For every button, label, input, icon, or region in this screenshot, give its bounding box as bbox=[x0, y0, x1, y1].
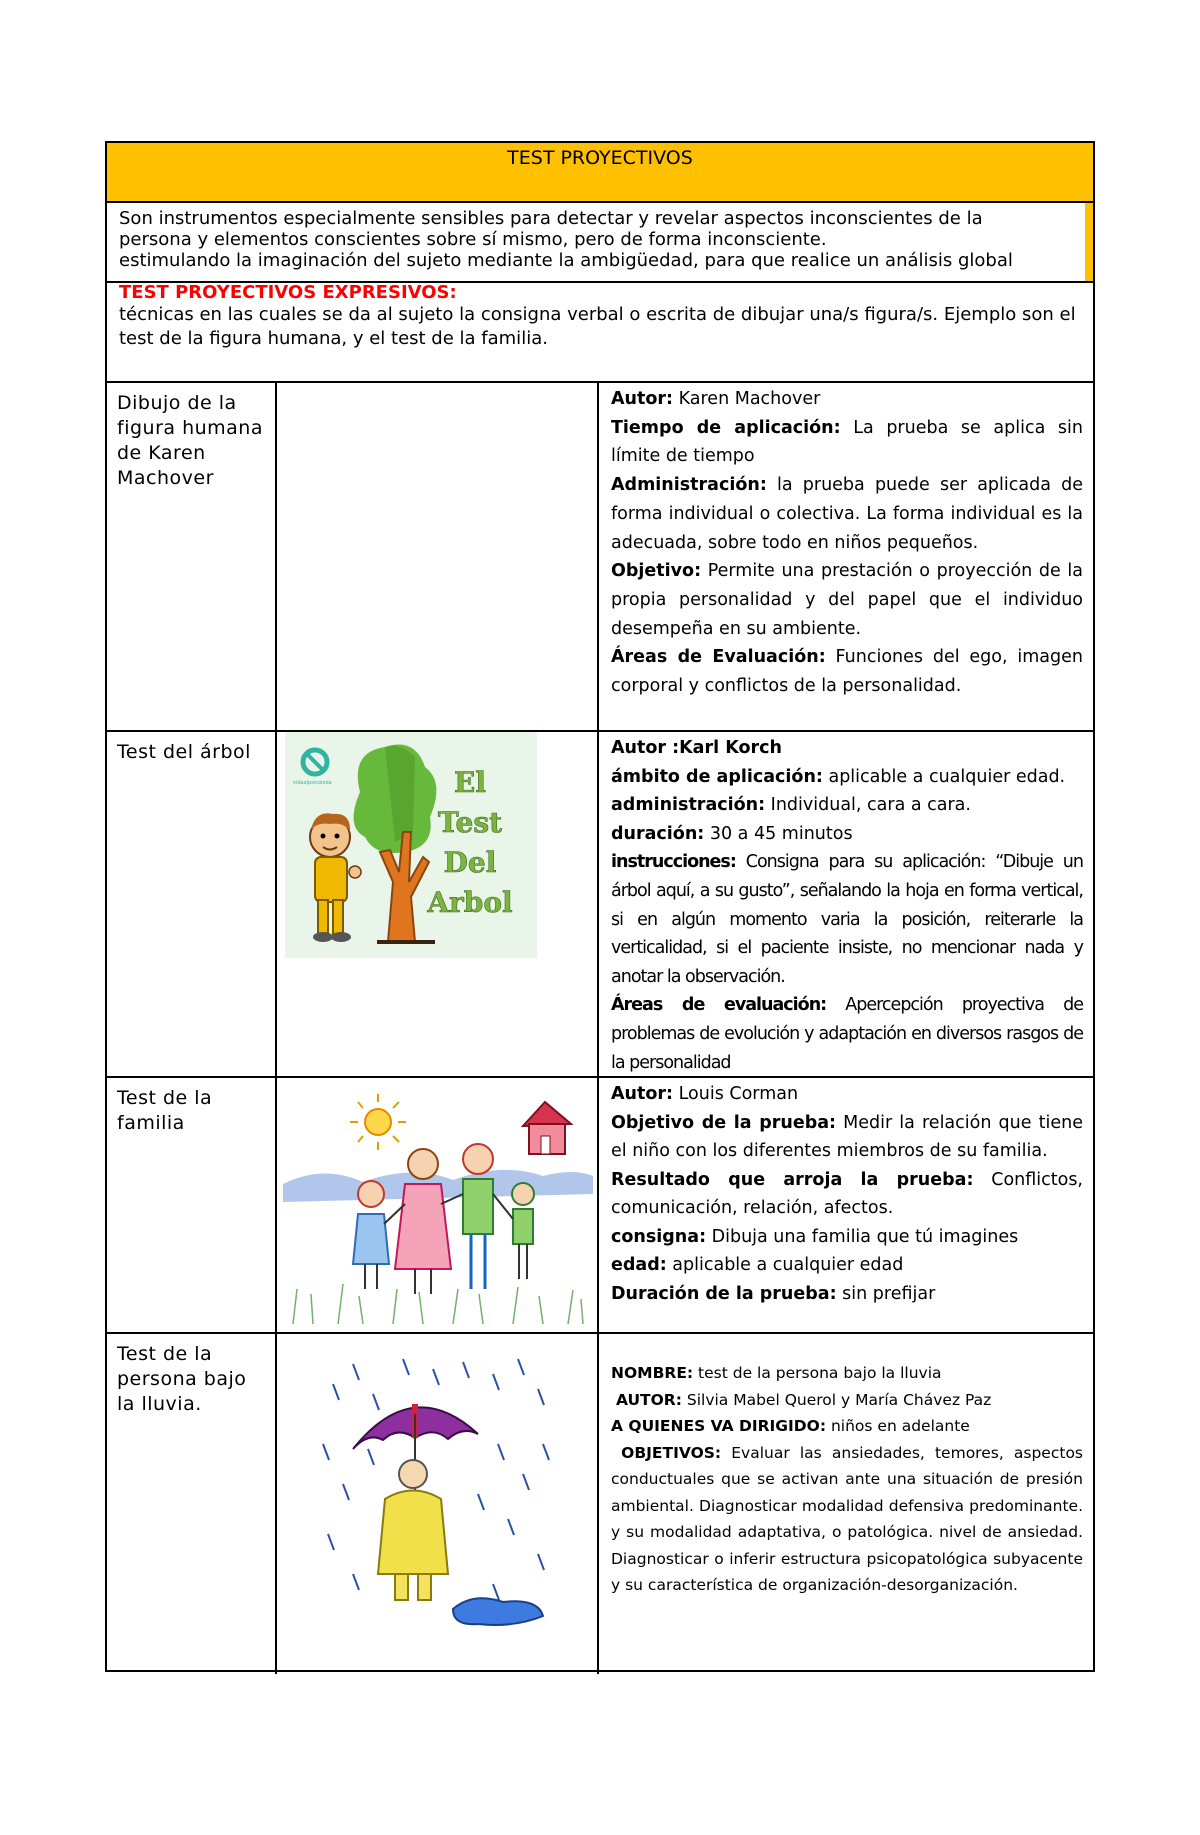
test-details bbox=[599, 383, 1093, 730]
expresivos-section bbox=[107, 283, 1093, 383]
detail-text: La prueba se aplica sin límite de tiempo bbox=[611, 417, 1084, 467]
test-details bbox=[599, 1078, 1093, 1332]
detail-label: Duración de la prueba: bbox=[611, 1283, 837, 1304]
detail-label: Resultado que arroja la prueba: bbox=[611, 1169, 974, 1190]
test-name: Test del árbol bbox=[107, 732, 277, 1076]
document-table bbox=[105, 141, 1095, 1672]
detail-text: Consigna para su aplicación: “Dibuje un árbol aquí, a su gusto”, señalando la hoja en forma vertical, si en algún momento varia la posición, reiterarle la verticalidad, si el paciente insiste, no mencionar nada y anotar la observación. bbox=[611, 852, 1083, 987]
detail-text: Dibuja una familia que tú imagines bbox=[706, 1226, 1019, 1247]
intro-section bbox=[107, 203, 1093, 283]
svg-text:vidaalpsicoloda: vidaalpsicoloda bbox=[293, 780, 332, 786]
detail-text: sin prefijar bbox=[836, 1283, 936, 1304]
detail-label: Áreas de Evaluación: bbox=[611, 647, 826, 668]
image-cell-empty bbox=[277, 383, 599, 730]
detail-text: Conflictos, comunicación, relación, afectos. bbox=[611, 1169, 1083, 1218]
image-cell bbox=[277, 1078, 599, 1332]
detail-text: Louis Corman bbox=[673, 1084, 799, 1104]
image-title-word: Del bbox=[443, 846, 497, 879]
title-text: TEST PROYECTIVOS bbox=[507, 147, 693, 169]
detail-label: ámbito de aplicación: bbox=[611, 766, 823, 787]
detail-label: instrucciones: bbox=[611, 852, 736, 873]
detail-text: Evaluar las ansiedades, temores, aspectos conductuales que se activan ante una situación de presión ambiental. Diagnosticar modalidad defensiva predominante. y su modalidad adaptativa, o patológica. nivel de ansiedad. Diagnosticar o inferir estructura psicopatológica subyacente y su característica de organización-desorganización. bbox=[611, 1443, 1083, 1594]
test-name: Test de la persona bajo la lluvia. bbox=[107, 1334, 277, 1674]
detail-text: Karl Korch bbox=[679, 738, 782, 758]
detail-text: aplicable a cualquier edad. bbox=[822, 766, 1066, 787]
detail-text: Permite una prestación o proyección de la propia personalidad y del papel que el individuo desempeña en su ambiente. bbox=[611, 561, 1083, 639]
detail-text: Individual, cara a cara. bbox=[765, 795, 971, 816]
image-cell bbox=[277, 1334, 599, 1674]
detail-text: Silvia Mabel Querol y María Chávez Paz bbox=[681, 1390, 992, 1409]
table-row bbox=[107, 732, 1093, 1078]
test-details bbox=[599, 1334, 1093, 1674]
puddle-icon bbox=[453, 1598, 543, 1625]
intro-line: persona y elementos conscientes sobre sí mismo, pero de forma inconsciente. bbox=[119, 229, 827, 250]
table-title bbox=[107, 143, 1093, 203]
test-name: Test de la familia bbox=[107, 1078, 277, 1332]
detail-label: Tiempo de aplicación: bbox=[611, 417, 841, 438]
person-in-rain-illustration bbox=[313, 1354, 563, 1638]
detail-label: Autor: bbox=[611, 389, 674, 409]
detail-label: Administración: bbox=[611, 475, 767, 496]
detail-text: test de la persona bajo la lluvia bbox=[693, 1364, 942, 1382]
intro-line: Son instrumentos especialmente sensibles para detectar y revelar aspectos inconscientes de la bbox=[119, 208, 983, 229]
family-drawing-illustration bbox=[283, 1084, 593, 1328]
tree-test-illustration bbox=[285, 732, 537, 958]
image-title-word: El bbox=[454, 766, 486, 799]
detail-text: niños en adelante bbox=[826, 1417, 970, 1435]
detail-label: edad: bbox=[611, 1255, 667, 1275]
test-name: Dibujo de la figura humana de Karen Machover bbox=[107, 383, 277, 730]
intro-line: estimulando la imaginación del sujeto mediante la ambigüedad, para que realice un análisis global bbox=[119, 250, 1013, 271]
detail-text: Karen Machover bbox=[673, 389, 821, 409]
detail-label: Áreas de evaluación: bbox=[611, 995, 827, 1016]
image-title-word: Test bbox=[437, 806, 503, 839]
detail-label: duración: bbox=[611, 823, 705, 844]
table-row bbox=[107, 383, 1093, 732]
detail-text: Medir la relación que tiene el niño con los diferentes miembros de su familia. bbox=[611, 1112, 1083, 1161]
detail-label: administración: bbox=[611, 795, 766, 816]
detail-label: Objetivo: bbox=[611, 561, 702, 582]
detail-text: aplicable a cualquier edad bbox=[666, 1255, 904, 1275]
expresivos-text: técnicas en las cuales se da al sujeto la consigna verbal o escrita de dibujar una/s figura/s. Ejemplo son el test de la figura humana, y el test de la familia. bbox=[119, 304, 1076, 349]
yellow-edge bbox=[1085, 203, 1093, 281]
detail-label: Objetivo de la prueba: bbox=[611, 1112, 837, 1133]
expresivos-heading: TEST PROYECTIVOS EXPRESIVOS: bbox=[119, 282, 457, 303]
detail-label: Autor: bbox=[611, 1084, 674, 1104]
test-details bbox=[599, 732, 1093, 1076]
detail-label: AUTOR: bbox=[615, 1390, 682, 1409]
image-title-word: Arbol bbox=[427, 886, 513, 919]
detail-label: consigna: bbox=[611, 1226, 707, 1247]
detail-text: la prueba puede ser aplicada de forma individual o colectiva. La forma individual es la adecuada, sobre todo en niños pequeños. bbox=[611, 475, 1083, 553]
detail-label: A QUIENES VA DIRIGIDO: bbox=[611, 1417, 827, 1435]
detail-text: 30 a 45 minutos bbox=[704, 823, 853, 844]
image-cell bbox=[277, 732, 599, 1076]
table-row bbox=[107, 1334, 1093, 1674]
detail-text: Funciones del ego, imagen corporal y conflictos de la personalidad. bbox=[611, 647, 1083, 697]
table-row bbox=[107, 1078, 1093, 1334]
detail-label: Autor : bbox=[611, 738, 680, 758]
detail-label: NOMBRE: bbox=[611, 1364, 694, 1382]
detail-label: OBJETIVOS: bbox=[621, 1443, 722, 1462]
detail-text: Apercepción proyectiva de problemas de evolución y adaptación en diversos rasgos de la personalidad bbox=[611, 995, 1083, 1073]
